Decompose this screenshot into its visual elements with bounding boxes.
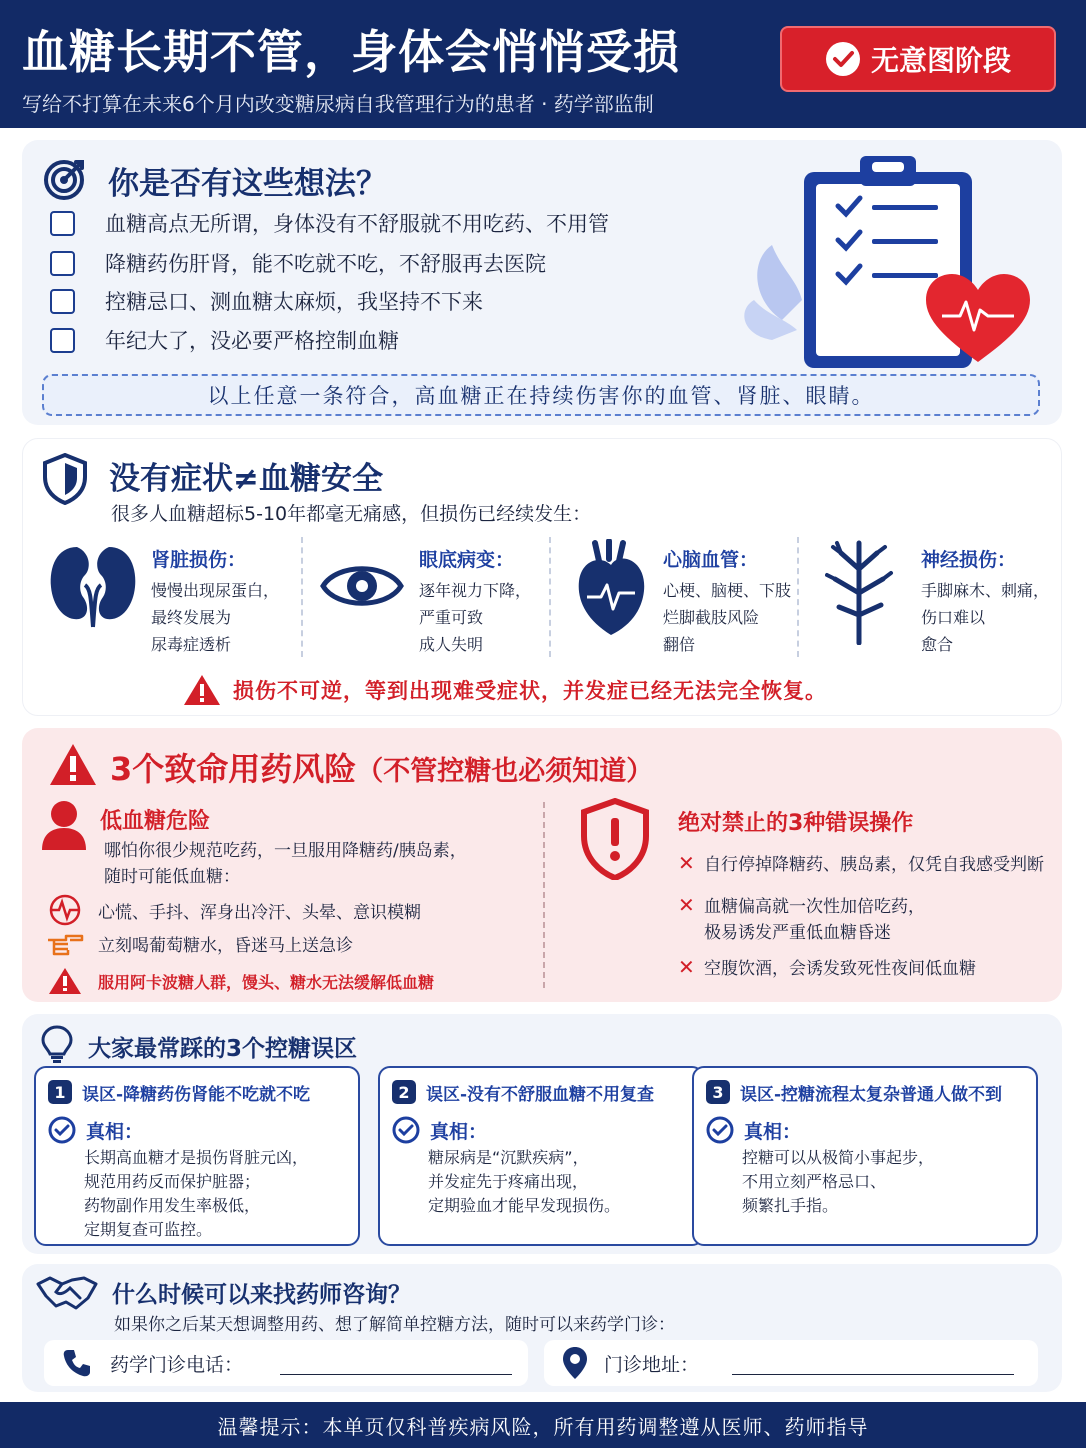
stage-label: 无意图阶段: [870, 44, 1011, 77]
damage-title: 神经损伤：: [921, 549, 1017, 571]
divider: [543, 802, 545, 988]
page-subtitle: 写给不打算在未来6个月内改变糖尿病自我管理行为的患者 · 药学部监制: [22, 92, 654, 116]
myth-heading: 误区-降糖药伤肾能不吃就不吃: [82, 1085, 311, 1105]
pointing-hand-icon: [46, 930, 84, 956]
phone-label: 药学门诊电话：: [110, 1354, 244, 1376]
myth-heading: 误区-控糖流程太复杂普通人做不到: [740, 1085, 1003, 1105]
myth-number: 3: [706, 1080, 730, 1104]
check-circle-icon: [706, 1116, 734, 1144]
consult-title: 什么时候可以来找药师咨询？: [112, 1282, 411, 1308]
damage-title: 心脑血管：: [663, 549, 759, 571]
hypo-action-row: [46, 930, 353, 956]
truth-label: 真相：: [392, 1116, 487, 1144]
myth-number: 2: [392, 1080, 416, 1104]
divider: [549, 537, 551, 657]
consult-subtitle: 如果你之后某天想调整用药、想了解简单控糖方法，随时可以来药学门诊：: [114, 1315, 675, 1335]
myths-section: [22, 1014, 1062, 1254]
check-circle-icon: [825, 41, 861, 77]
hypo-text: 哪怕你很少规范吃药，一旦服用降糖药/胰岛素， 随时可能低血糖：: [104, 841, 467, 887]
thought-text: 血糖高点无所谓，身体没有不舒服就不用吃药、不用管: [105, 212, 609, 236]
thought-item[interactable]: [50, 248, 546, 278]
warning-triangle-icon: [183, 673, 221, 707]
header-banner: [0, 0, 1086, 128]
checkbox[interactable]: [50, 328, 75, 353]
footer-text: 温馨提示：本单页仅科普疾病风险，所有用药调整遵从医师、药师指导: [217, 1414, 869, 1439]
thought-text: 控糖忌口、测血糖太麻烦，我坚持不下来: [105, 290, 483, 314]
warning-triangle-icon: [46, 966, 84, 996]
truth-label: 真相：: [48, 1116, 143, 1144]
hypo-symptoms: 心慌、手抖、浑身出冷汗、头晕、意识模糊: [98, 902, 421, 923]
myths-title: 大家最常踩的3个控糖误区: [88, 1036, 358, 1062]
symptoms-section: [22, 438, 1062, 716]
myth-card: [378, 1066, 704, 1246]
myth-card: [34, 1066, 360, 1246]
hypo-symptoms-row: [46, 894, 421, 926]
address-label: 门诊地址：: [604, 1354, 700, 1376]
cross-icon: ✕: [678, 851, 695, 875]
myth-body: 长期高血糖才是损伤肾脏元凶， 规范用药反而保护脏器； 药物副作用发生率极低， 定期复查可监控。: [84, 1148, 309, 1239]
thought-item[interactable]: [50, 286, 483, 316]
pulse-icon: [46, 894, 84, 926]
target-icon: [42, 156, 88, 202]
check-circle-icon: [392, 1116, 420, 1144]
irreversible-warning: [183, 673, 827, 707]
myth-body: 控糖可以从极简小事起步， 不用立刻严格忌口、 频繁扎手指。: [742, 1148, 935, 1215]
divider: [301, 537, 303, 657]
lightbulb-icon: [40, 1024, 74, 1064]
consult-section: [22, 1264, 1062, 1392]
person-icon: [40, 798, 88, 850]
damage-text: 慢慢出现尿蛋白， 最终发展为 尿毒症透析: [151, 581, 280, 654]
thoughts-section: [22, 140, 1062, 425]
phone-field[interactable]: [44, 1340, 528, 1386]
damage-text: 手脚麻木、刺痛， 伤口难以 愈合: [921, 581, 1050, 654]
thoughts-title: 你是否有这些想法？: [108, 166, 387, 202]
forbidden-item: ✕ 自行停掉降糖药、胰岛素，仅凭自我感受判断: [678, 851, 1044, 875]
handshake-icon: [36, 1272, 98, 1312]
cross-icon: ✕: [678, 955, 695, 979]
risks-title: 3个致命用药风险（不管控糖也必须知道）: [110, 750, 654, 788]
cross-icon: ✕: [678, 893, 695, 917]
warning-text: 损伤不可逆，等到出现难受症状，并发症已经无法完全恢复。: [233, 679, 827, 703]
address-blank-line[interactable]: [732, 1374, 1014, 1375]
thoughts-notice: 以上任意一条符合，高血糖正在持续伤害你的血管、肾脏、眼睛。: [42, 374, 1040, 416]
address-field[interactable]: [544, 1340, 1038, 1386]
forbidden-item: ✕ 血糖偏高就一次性加倍吃药， 极易诱发严重低血糖昏迷: [678, 893, 925, 943]
myth-body: 糖尿病是“沉默疾病”， 并发症先于疼痛出现， 定期验血才能早发现损伤。: [428, 1148, 621, 1215]
clipboard-heart-illustration: [742, 150, 1032, 372]
shield-icon: [43, 453, 87, 505]
thought-item[interactable]: [50, 325, 399, 355]
myth-card: [692, 1066, 1038, 1246]
nerve-icon: [825, 539, 895, 645]
risks-section: [22, 728, 1062, 1002]
stage-badge: [780, 26, 1056, 92]
hypo-alert: 服用阿卡波糖人群，馒头、糖水无法缓解低血糖: [98, 972, 435, 992]
thought-text: 降糖药伤肝肾，能不吃就不吃，不舒服再去医院: [105, 252, 546, 276]
damage-text: 心梗、脑梗、下肢 烂脚截肢风险 翻倍: [663, 581, 792, 654]
phone-icon: [62, 1348, 92, 1378]
eye-icon: [319, 555, 405, 617]
location-pin-icon: [562, 1346, 588, 1380]
hypo-action: 立刻喝葡萄糖水，昏迷马上送急诊: [98, 935, 353, 956]
thought-item[interactable]: [50, 208, 609, 238]
forbidden-item: ✕ 空腹饮酒，会诱发致死性夜间低血糖: [678, 955, 976, 979]
divider: [797, 537, 799, 657]
myth-heading: 误区-没有不舒服血糖不用复查: [426, 1085, 655, 1105]
checkbox[interactable]: [50, 251, 75, 276]
page-title: 血糖长期不管，身体会悄悄受损: [22, 25, 680, 79]
forbidden-title: 绝对禁止的3种错误操作: [678, 811, 914, 836]
truth-label: 真相：: [706, 1116, 801, 1144]
shield-alert-icon: [580, 798, 650, 880]
symptoms-title: 没有症状≠血糖安全: [109, 461, 383, 497]
kidney-icon: [45, 541, 141, 629]
symptoms-subtitle: 很多人血糖超标5-10年都毫无痛感，但损伤已经续发生：: [111, 503, 592, 525]
myth-number: 1: [48, 1080, 72, 1104]
checkbox[interactable]: [50, 289, 75, 314]
checkbox[interactable]: [50, 211, 75, 236]
damage-title: 眼底病变：: [419, 549, 515, 571]
thought-text: 年纪大了，没必要严格控制血糖: [105, 329, 399, 353]
damage-title: 肾脏损伤：: [151, 549, 247, 571]
warning-triangle-icon: [48, 742, 98, 788]
check-circle-icon: [48, 1116, 76, 1144]
phone-blank-line[interactable]: [280, 1374, 512, 1375]
footer-banner: [0, 1402, 1086, 1448]
hypo-alert-row: [46, 966, 434, 996]
damage-text: 逐年视力下降， 严重可致 成人失明: [419, 581, 532, 654]
heart-organ-icon: [573, 539, 649, 639]
hypo-title: 低血糖危险: [100, 809, 211, 834]
